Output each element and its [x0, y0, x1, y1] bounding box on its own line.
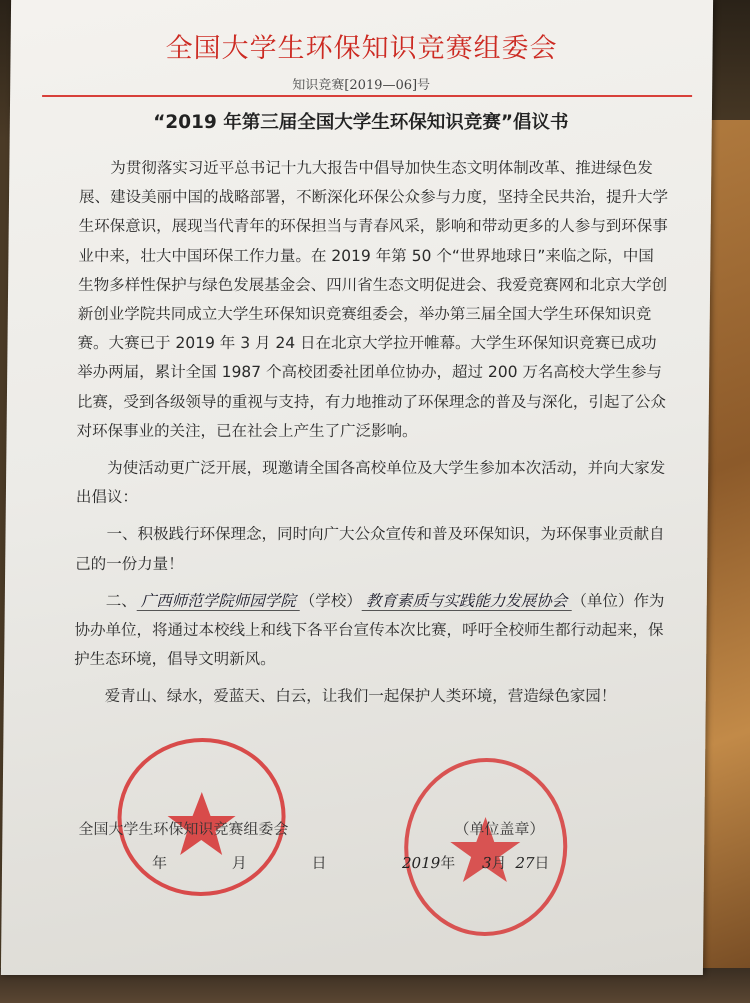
paragraph-invitation: 为使活动更广泛开展，现邀请全国各高校单位及大学生参加本次活动，并向大家发出倡议： [75, 459, 666, 507]
document-number: 知识竞赛[2019—06]号 [292, 78, 431, 93]
date-month: 3 [481, 854, 492, 872]
document-body [74, 154, 670, 712]
proposal-two-number: 二、 [105, 591, 137, 610]
issuing-organization: 全国大学生环保知识竞赛组委会 [165, 33, 558, 64]
signature-left-date: 年 月 日 [151, 854, 357, 872]
closing-slogan: 爱青山、绿水，爱蓝天、白云，让我们一起保护人类环境，营造绿色家园！ [104, 687, 617, 706]
date-year: 2019 [401, 854, 441, 872]
school-label: （学校） [299, 591, 362, 610]
school-association-seal [403, 758, 568, 936]
unit-label: （单位） [571, 591, 634, 610]
signature-right-date [402, 852, 550, 873]
proposal-two [74, 587, 665, 675]
handwritten-school-name: 广西师范学院师园学院 [137, 592, 300, 611]
proposal-two-text: 作为协办单位，将通过本校线上和线下各平台宣传本次比赛，呼吁全校师生都行动起来，保护生态环境，倡导文明新风。 [74, 591, 665, 669]
handwritten-unit-name: 教育素质与实践能力发展协会 [362, 592, 572, 611]
proposal-one: 一、积极践行环保理念，同时向广大公众宣传和普及环保知识，为环保事业贡献自己的一份力量！ [75, 525, 665, 573]
header-red-rule [42, 95, 692, 97]
seal-star-icon [407, 762, 564, 932]
document-page [1, 0, 713, 975]
date-day-unit: 日 [534, 854, 550, 872]
date-year-unit: 年 [440, 854, 456, 872]
document-title: “2019 年第三届全国大学生环保知识竞赛”倡议书 [153, 112, 569, 133]
signature-organizing-committee: 全国大学生环保知识竞赛组委会 [78, 820, 289, 838]
date-day: 27 [515, 854, 535, 872]
paragraph-intro: 为贯彻落实习近平总书记十九大报告中倡导加快生态文明体制改革、推进绿色发展、建设美丽中国的战略部署，不断深化环保公众参与力度，坚持全民共治，提升大学生环保意识，展现当代青年的环保担当与青春风采，影响和带动更多的人参与到环保事业中来，壮大中国环保工作力量。在 2019 年第 50 个“世界地球日”来临之际，中国生物多样性保护与绿色发展基金会、四川省生态文明促进会、我爱竞赛网和北京大学创新创业学院共同成立大学生环保知识竞赛组委会，举办第三届全国大学生环保知识竞赛。大赛已于 2019 年 3 月 24 日在北京大学拉开帷幕。大学生环保知识竞赛已成功举办两届，累计全国 1987 个高校团委社团单位协办，超过 200 万名高校大学生参与比赛，受到各级领导的重视与支持，有力地推动了环保理念的普及与深化，引起了公众对环保事业的关注，已在社会上产生了广泛影响。 [76, 159, 669, 440]
date-month-unit: 月 [491, 854, 507, 872]
signature-unit-stamp-label: （单位盖章） [454, 820, 545, 838]
